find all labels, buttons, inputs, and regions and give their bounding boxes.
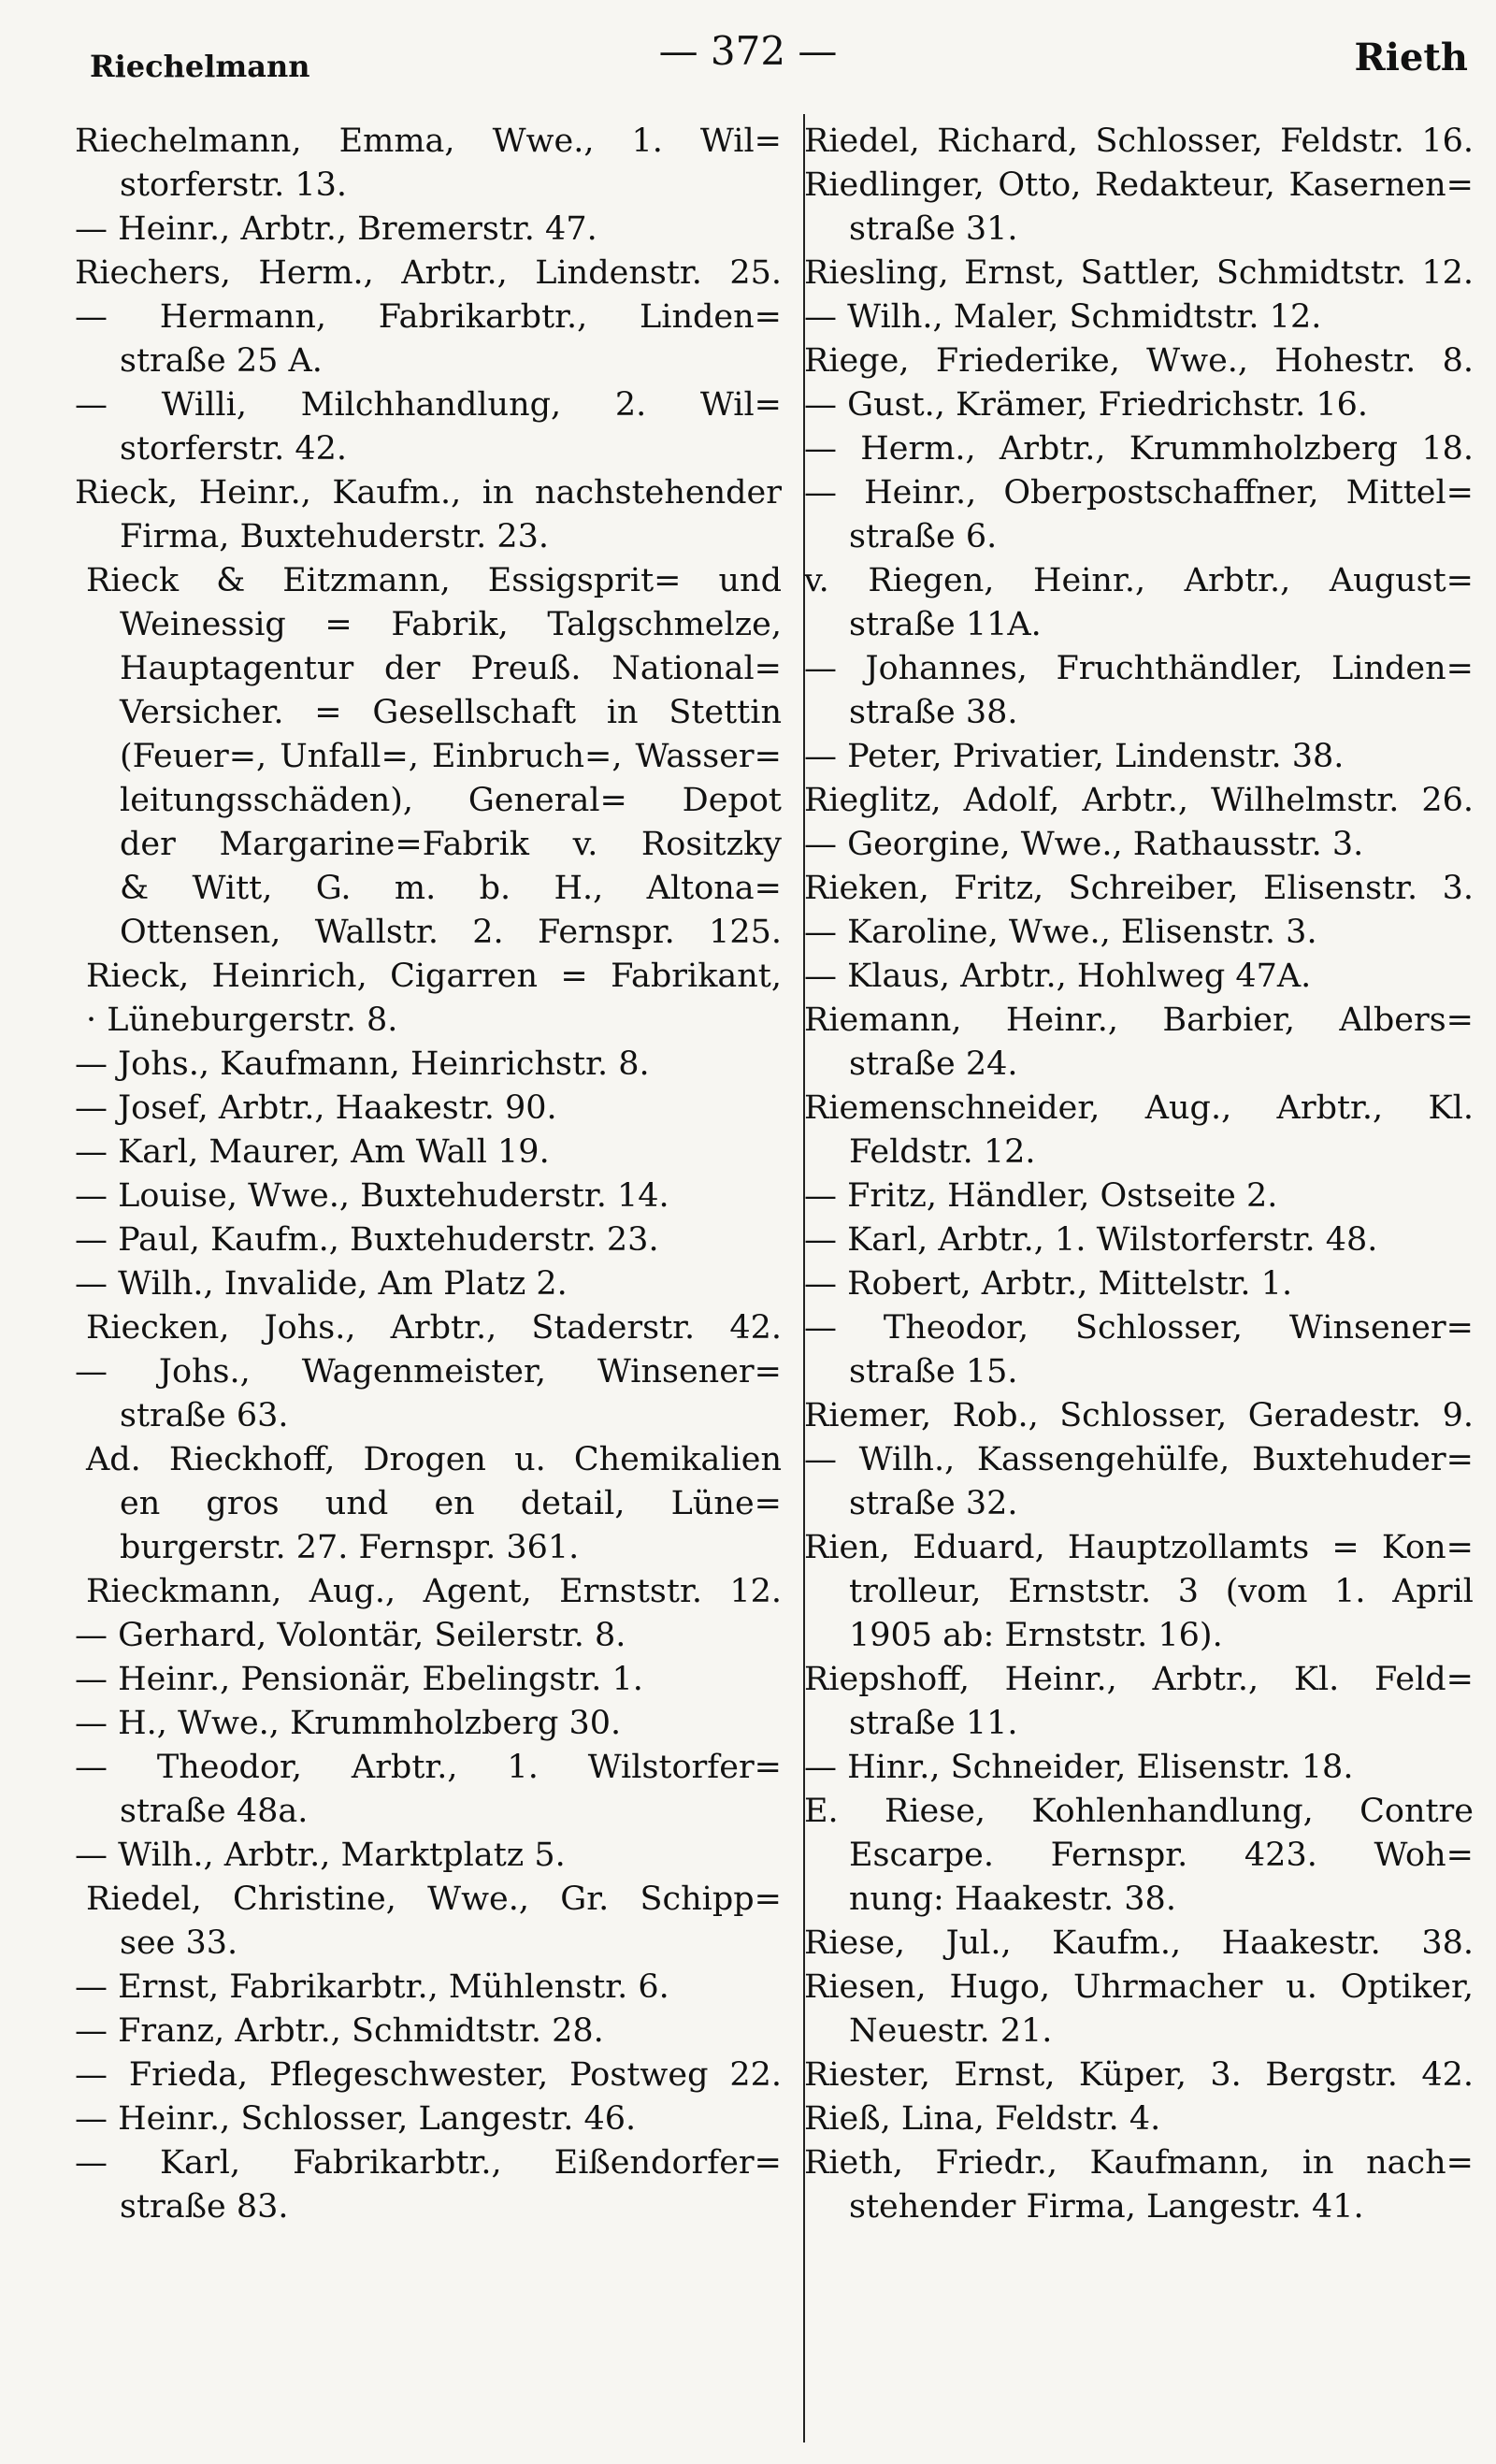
entry-line: — Paul, Kaufm., Buxtehuderstr. 23.: [75, 1221, 659, 1259]
entry-line: — Wilh., Invalide, Am Platz 2.: [75, 1265, 568, 1303]
entry-line: Riedel, Richard, Schlosser, Feldstr. 16.: [804, 122, 1474, 160]
running-head: [0, 28, 1496, 84]
entry-line: Rieck, Heinrich, Cigarren = Fabrikant,: [86, 958, 782, 995]
page-number: — 372 —: [658, 28, 838, 74]
entry-line: Riemer, Rob., Schlosser, Geradestr. 9.: [804, 1397, 1474, 1434]
entry-line: — Karoline, Wwe., Elisenstr. 3.: [804, 914, 1317, 951]
entry-line: Riege, Friederike, Wwe., Hohestr. 8.: [804, 342, 1474, 380]
entry-line: — Hinr., Schneider, Elisenstr. 18.: [804, 1749, 1354, 1786]
entry-line: — Fritz, Händler, Ostseite 2.: [804, 1177, 1278, 1215]
entry-line: trolleur, Ernststr. 3 (vom 1. April: [849, 1573, 1474, 1610]
entry-line: Ottensen, Wallstr. 2. Fernspr. 125.: [120, 914, 782, 951]
entry-line: — Gerhard, Volontär, Seilerstr. 8.: [75, 1617, 626, 1654]
entry-line: — Franz, Arbtr., Schmidtstr. 28.: [75, 2012, 604, 2050]
entry-line: straße 83.: [120, 2188, 289, 2226]
entry-line: Riechers, Herm., Arbtr., Lindenstr. 25.: [75, 254, 782, 292]
entry-line: — Herm., Arbtr., Krummholzberg 18.: [804, 430, 1474, 468]
entry-line: — Johs., Kaufmann, Heinrichstr. 8.: [75, 1045, 650, 1083]
entry-line: Riese, Jul., Kaufm., Haakestr. 38.: [804, 1924, 1474, 1962]
entry-line: — Frieda, Pflegeschwester, Postweg 22.: [75, 2056, 782, 2094]
entry-line: — Wilh., Arbtr., Marktplatz 5.: [75, 1837, 566, 1874]
right-column: [804, 120, 1477, 2229]
entry-line: straße 32.: [849, 1485, 1018, 1522]
entry-line: straße 38.: [849, 694, 1018, 731]
entry-line: — Heinr., Arbtr., Bremerstr. 47.: [75, 210, 597, 248]
entry-line: Rieglitz, Adolf, Arbtr., Wilhelmstr. 26.: [804, 782, 1474, 819]
entry-line: · Lüneburgerstr. 8.: [86, 1001, 398, 1039]
entry-line: storferstr. 13.: [120, 166, 348, 204]
entry-line: Riester, Ernst, Küper, 3. Bergstr. 42.: [804, 2056, 1474, 2094]
entry-line: — Karl, Fabrikarbtr., Eißendorfer=: [75, 2144, 782, 2182]
entry-line: straße 15.: [849, 1353, 1018, 1391]
entry-line: Ad. Rieckhoff, Drogen u. Chemikalien: [86, 1441, 782, 1478]
entry-line: — Heinr., Oberpostschaffner, Mittel=: [804, 474, 1474, 512]
entry-line: — Willi, Milchhandlung, 2. Wil=: [75, 386, 782, 424]
entry-line: — Hermann, Fabrikarbtr., Linden=: [75, 298, 782, 336]
entry-line: straße 63.: [120, 1397, 289, 1434]
entry-line: v. Riegen, Heinr., Arbtr., August=: [804, 562, 1474, 599]
entry-line: straße 24.: [849, 1045, 1018, 1083]
entry-line: Rieß, Lina, Feldstr. 4.: [804, 2100, 1161, 2138]
entry-line: Rieck, Heinr., Kaufm., in nachstehender: [75, 474, 782, 512]
entry-line: — Wilh., Maler, Schmidtstr. 12.: [804, 298, 1322, 336]
entry-line: Hauptagentur der Preuß. National=: [120, 650, 782, 687]
left-column: [75, 120, 785, 2229]
entry-line: — Klaus, Arbtr., Hohlweg 47A.: [804, 958, 1312, 995]
entry-line: nung: Haakestr. 38.: [849, 1880, 1176, 1918]
entry-line: — Georgine, Wwe., Rathausstr. 3.: [804, 826, 1364, 863]
entry-line: en gros und en detail, Lüne=: [120, 1485, 782, 1522]
entry-line: — Johannes, Fruchthändler, Linden=: [804, 650, 1474, 687]
entry-line: see 33.: [120, 1924, 238, 1962]
entry-line: Neuestr. 21.: [849, 2012, 1053, 2050]
entry-line: Riemann, Heinr., Barbier, Albers=: [804, 1001, 1474, 1039]
entry-line: leitungsschäden), General= Depot: [120, 782, 782, 819]
entry-line: — Heinr., Schlosser, Langestr. 46.: [75, 2100, 637, 2138]
entry-line: Riepshoff, Heinr., Arbtr., Kl. Feld=: [804, 1661, 1474, 1698]
entry-line: Feldstr. 12.: [849, 1133, 1036, 1171]
entry-line: Rieck & Eitzmann, Essigsprit= und: [86, 562, 782, 599]
entry-line: — Peter, Privatier, Lindenstr. 38.: [804, 738, 1345, 775]
entry-line: — Karl, Maurer, Am Wall 19.: [75, 1133, 550, 1171]
entry-line: Riedlinger, Otto, Redakteur, Kasernen=: [804, 166, 1474, 204]
entry-line: — Karl, Arbtr., 1. Wilstorferstr. 48.: [804, 1221, 1378, 1259]
entry-line: Versicher. = Gesellschaft in Stettin: [120, 694, 782, 731]
entry-line: Riesling, Ernst, Sattler, Schmidtstr. 12.: [804, 254, 1474, 292]
entry-line: stehender Firma, Langestr. 41.: [849, 2188, 1364, 2226]
entry-line: — Ernst, Fabrikarbtr., Mühlenstr. 6.: [75, 1968, 669, 2006]
entry-line: Rieckmann, Aug., Agent, Ernststr. 12.: [86, 1573, 782, 1610]
entry-line: E. Riese, Kohlenhandlung, Contre: [804, 1793, 1474, 1830]
entry-line: burgerstr. 27. Fernspr. 361.: [120, 1529, 580, 1566]
entry-line: Firma, Buxtehuderstr. 23.: [120, 518, 550, 555]
entry-line: — Theodor, Schlosser, Winsener=: [804, 1309, 1474, 1347]
entry-line: & Witt, G. m. b. H., Altona=: [120, 870, 782, 907]
header-right-catchword: Rieth: [1354, 36, 1468, 79]
entry-line: — Josef, Arbtr., Haakestr. 90.: [75, 1089, 557, 1127]
entry-line: — Robert, Arbtr., Mittelstr. 1.: [804, 1265, 1293, 1303]
entry-line: straße 11A.: [849, 606, 1042, 643]
entry-line: Rieken, Fritz, Schreiber, Elisenstr. 3.: [804, 870, 1474, 907]
entry-line: — Gust., Krämer, Friedrichstr. 16.: [804, 386, 1369, 424]
entry-line: Riechelmann, Emma, Wwe., 1. Wil=: [75, 122, 782, 160]
entry-line: — Johs., Wagenmeister, Winsener=: [75, 1353, 782, 1391]
entry-line: Riecken, Johs., Arbtr., Staderstr. 42.: [86, 1309, 782, 1347]
entry-line: straße 31.: [849, 210, 1018, 248]
entry-line: (Feuer=, Unfall=, Einbruch=, Wasser=: [120, 738, 782, 775]
entry-line: storferstr. 42.: [120, 430, 348, 468]
entry-line: Weinessig = Fabrik, Talgschmelze,: [120, 606, 782, 643]
entry-line: Riesen, Hugo, Uhrmacher u. Optiker,: [804, 1968, 1474, 2006]
entry-line: — Heinr., Pensionär, Ebelingstr. 1.: [75, 1661, 643, 1698]
entry-line: Riemenschneider, Aug., Arbtr., Kl.: [804, 1089, 1474, 1127]
entry-line: — H., Wwe., Krummholzberg 30.: [75, 1705, 622, 1742]
header-left-catchword: Riechelmann: [90, 49, 310, 84]
entry-line: — Wilh., Kassengehülfe, Buxtehuder=: [804, 1441, 1474, 1478]
entry-line: straße 48a.: [120, 1793, 309, 1830]
entry-line: Escarpe. Fernspr. 423. Woh=: [849, 1837, 1474, 1874]
entry-line: Rieth, Friedr., Kaufmann, in nach=: [804, 2144, 1474, 2182]
entry-line: Rien, Eduard, Hauptzollamts = Kon=: [804, 1529, 1474, 1566]
entry-line: — Louise, Wwe., Buxtehuderstr. 14.: [75, 1177, 669, 1215]
entry-line: der Margarine=Fabrik v. Rositzky: [120, 826, 782, 863]
entry-line: straße 25 A.: [120, 342, 323, 380]
entry-line: — Theodor, Arbtr., 1. Wilstorfer=: [75, 1749, 782, 1786]
entry-line: 1905 ab: Ernststr. 16).: [849, 1617, 1223, 1654]
entry-line: Riedel, Christine, Wwe., Gr. Schipp=: [86, 1880, 782, 1918]
entry-line: straße 11.: [849, 1705, 1018, 1742]
entry-line: straße 6.: [849, 518, 998, 555]
